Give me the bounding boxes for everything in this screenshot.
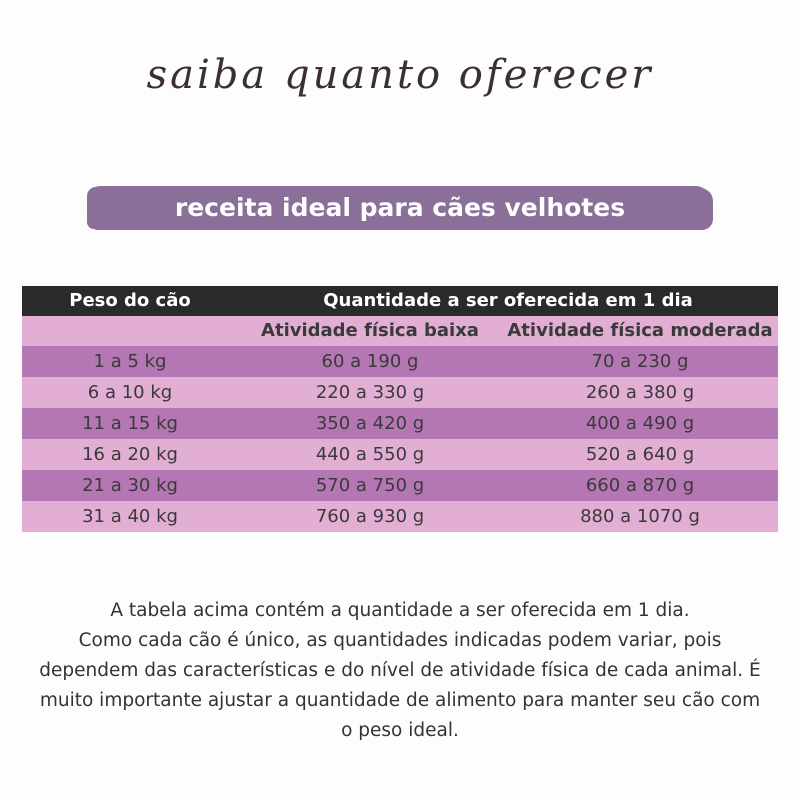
table-subheader-row xyxy=(22,316,778,346)
cell-weight: 11 a 15 kg xyxy=(82,413,178,434)
note-line: A tabela acima contém a quantidade a ser oferecida em 1 dia. xyxy=(110,600,690,621)
cell-weight: 21 a 30 kg xyxy=(82,475,178,496)
note-line: muito importante ajustar a quantidade de alimento para manter seu cão com xyxy=(39,690,761,711)
subheader-empty xyxy=(22,316,238,346)
cell-moderate: 260 a 380 g xyxy=(585,382,695,403)
subheader-moderate-activity: Atividade física moderada xyxy=(507,320,773,341)
cell-low: 350 a 420 g xyxy=(315,413,425,434)
cell-moderate: 880 a 1070 g xyxy=(580,506,700,527)
cell-low: 220 a 330 g xyxy=(315,382,425,403)
note-line: dependem das características e do nível de atividade física de cada animal. É xyxy=(39,660,761,681)
table-row xyxy=(22,408,778,439)
cell-moderate: 70 a 230 g xyxy=(591,351,689,372)
table-row xyxy=(22,377,778,408)
feeding-table xyxy=(22,286,778,532)
cell-weight: 1 a 5 kg xyxy=(93,351,167,372)
page-title: saiba quanto oferecer xyxy=(146,52,654,98)
cell-weight: 6 a 10 kg xyxy=(87,382,173,403)
cell-low: 760 a 930 g xyxy=(315,506,425,527)
cell-weight: 16 a 20 kg xyxy=(82,444,178,465)
cell-low: 60 a 190 g xyxy=(321,351,419,372)
note-line: o peso ideal. xyxy=(341,720,459,741)
feeding-note xyxy=(20,596,780,746)
cell-moderate: 520 a 640 g xyxy=(585,444,695,465)
cell-moderate: 660 a 870 g xyxy=(585,475,695,496)
cell-low: 440 a 550 g xyxy=(315,444,425,465)
cell-weight: 31 a 40 kg xyxy=(82,506,178,527)
cell-moderate: 400 a 490 g xyxy=(585,413,695,434)
cell-low: 570 a 750 g xyxy=(315,475,425,496)
table-row xyxy=(22,501,778,532)
note-line: Como cada cão é único, as quantidades indicadas podem variar, pois xyxy=(78,630,722,651)
table-row xyxy=(22,346,778,377)
table-row xyxy=(22,439,778,470)
header-weight: Peso do cão xyxy=(69,290,191,311)
table-row xyxy=(22,470,778,501)
banner-title: receita ideal para cães velhotes xyxy=(174,193,626,222)
header-quantity: Quantidade a ser oferecida em 1 dia xyxy=(323,290,693,311)
table-header-row xyxy=(22,286,778,316)
subheader-low-activity: Atividade física baixa xyxy=(261,320,479,341)
